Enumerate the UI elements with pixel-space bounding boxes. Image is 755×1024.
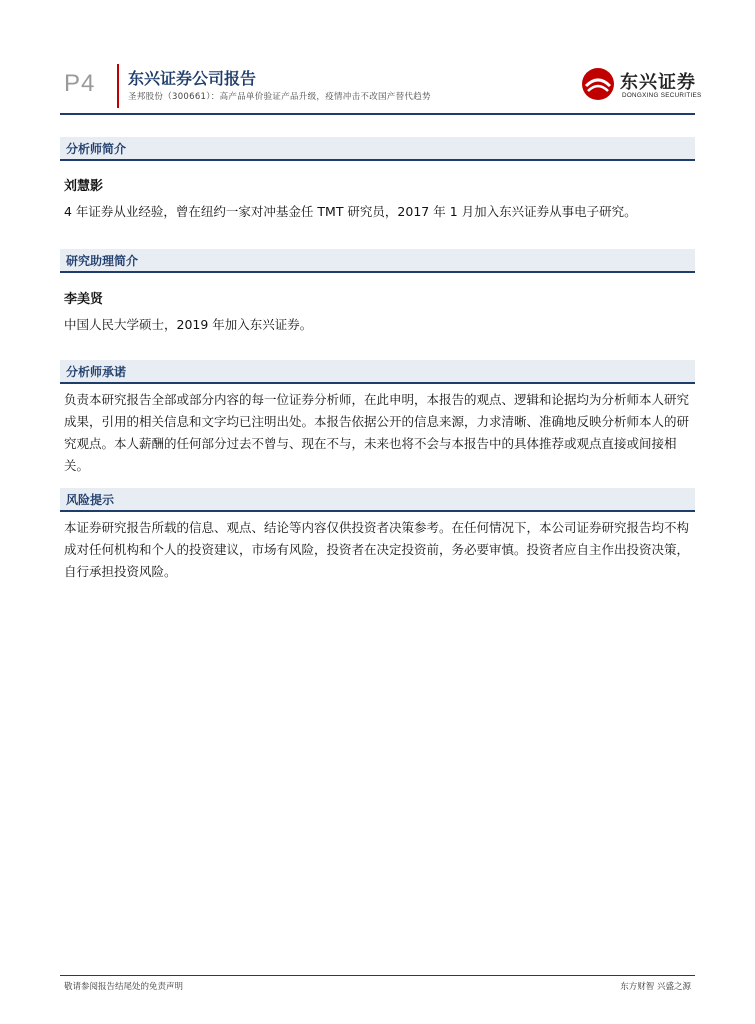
section-risk-heading	[60, 488, 695, 512]
footer-slogan: 东方财智 兴盛之源	[620, 982, 691, 992]
logo-chinese-name: 东兴证券	[620, 72, 696, 93]
risk-text: 本证券研究报告所载的信息、观点、结论等内容仅供投资者决策参考。在任何情况下，本公司证券研究报告均不构成对任何机构和个人的投资建议，市场有风险，投资者在决定投资前，务必要审慎。投资者应自主作出投资决策，自行承担投资风险。	[64, 520, 690, 579]
page-number: P4	[64, 70, 96, 97]
section-assistant-heading	[60, 249, 695, 273]
commitment-text: 负责本研究报告全部或部分内容的每一位证券分析师，在此申明，本报告的观点、逻辑和论据均为分析师本人研究成果，引用的相关信息和文字均已注明出处。本报告依据公开的信息来源，力求清晰、准确地反映分析师本人的研究观点。本人薪酬的任何部分过去不曾与、现在不与，未来也将不会与本报告中的具体推荐或观点直接或间接相关。	[64, 392, 690, 473]
section-heading-text: 分析师承诺	[66, 365, 127, 379]
header-divider	[117, 64, 119, 108]
analyst-name: 刘慧影	[64, 179, 104, 194]
logo-emblem-icon	[580, 66, 616, 102]
section-heading-text: 研究助理简介	[66, 254, 139, 268]
footer-disclaimer-note: 敬请参阅报告结尾处的免责声明	[64, 982, 184, 992]
header-rule	[60, 113, 695, 115]
report-subtitle: 圣邦股份（300661）：高产品单价验证产品升级，疫情冲击不改国产替代趋势	[128, 92, 431, 102]
section-heading-text: 分析师简介	[66, 142, 127, 156]
section-commitment-heading	[60, 360, 695, 384]
company-logo	[580, 66, 700, 106]
footer-rule	[60, 975, 695, 976]
logo-english-name: DONGXING SECURITIES	[622, 92, 702, 99]
assistant-name: 李美贤	[64, 292, 104, 307]
section-analyst-heading	[60, 137, 695, 161]
assistant-bio: 中国人民大学硕士，2019 年加入东兴证券。	[64, 317, 313, 332]
report-title: 东兴证券公司报告	[128, 69, 257, 88]
analyst-bio: 4 年证券从业经验，曾在纽约一家对冲基金任 TMT 研究员，2017 年 1 月加入东兴证券从事电子研究。	[64, 204, 637, 219]
section-heading-text: 风险提示	[66, 493, 115, 507]
